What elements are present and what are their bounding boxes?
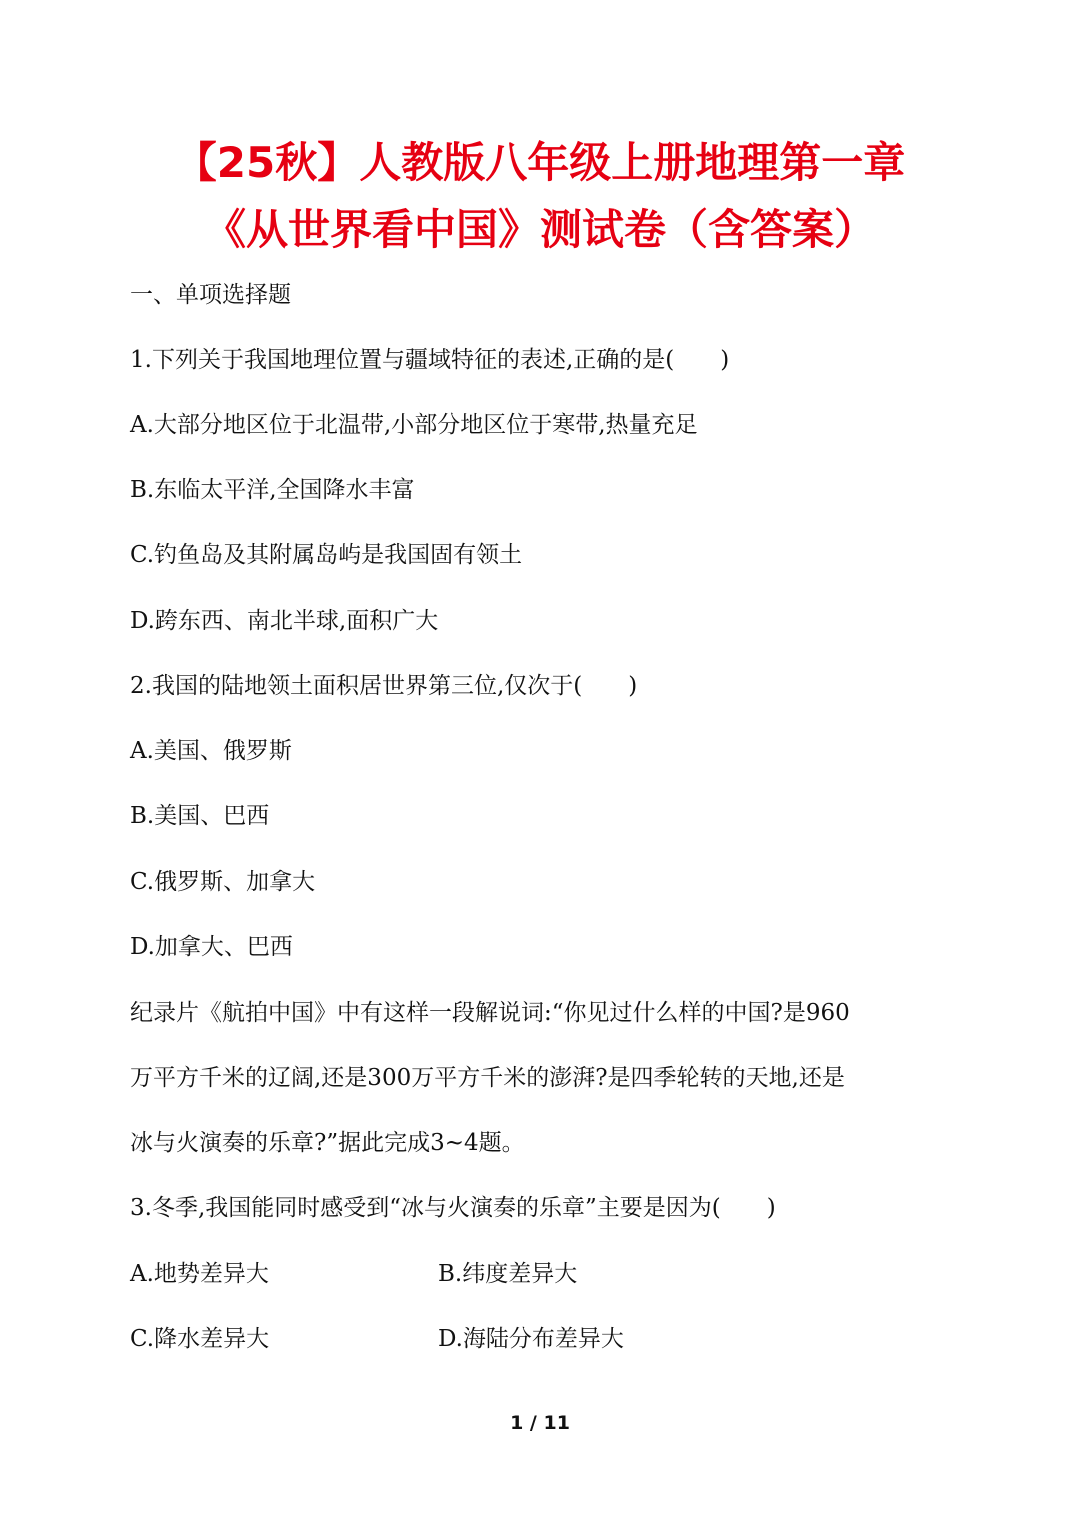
question-3-option-a: A.地势差异大 xyxy=(130,1261,269,1287)
question-2-option-d: D.加拿大、巴西 xyxy=(130,934,293,960)
document-title-line-2: 《从世界看中国》测试卷（含答案） xyxy=(203,205,876,254)
question-1-option-b: B.东临太平洋,全国降水丰富 xyxy=(130,477,415,503)
document-title-line-1: 【25秋】人教版八年级上册地理第一章 xyxy=(174,138,906,187)
question-1-option-d: D.跨东西、南北半球,面积广大 xyxy=(130,608,439,634)
passage-line-3: 冰与火演奏的乐章?”据此完成3~4题。 xyxy=(130,1130,525,1156)
question-3-option-b: B.纬度差异大 xyxy=(438,1261,578,1287)
question-2-option-c: C.俄罗斯、加拿大 xyxy=(130,869,316,895)
question-1-stem: 1.下列关于我国地理位置与疆域特征的表述,正确的是( ) xyxy=(130,347,730,373)
question-3-option-d: D.海陆分布差异大 xyxy=(438,1326,624,1352)
passage-line-2: 万平方千米的辽阔,还是300万平方千米的澎湃?是四季轮转的天地,还是 xyxy=(130,1065,845,1091)
question-1-option-c: C.钓鱼岛及其附属岛屿是我国固有领土 xyxy=(130,542,523,568)
question-2-stem: 2.我国的陆地领土面积居世界第三位,仅次于( ) xyxy=(130,673,638,699)
question-2-option-b: B.美国、巴西 xyxy=(130,803,270,829)
question-1-option-a: A.大部分地区位于北温带,小部分地区位于寒带,热量充足 xyxy=(130,412,698,438)
page-number: 1 / 11 xyxy=(510,1412,570,1434)
section-heading: 一、单项选择题 xyxy=(130,282,291,308)
question-3-stem: 3.冬季,我国能同时感受到“冰与火演奏的乐章”主要是因为( ) xyxy=(130,1195,776,1221)
question-2-option-a: A.美国、俄罗斯 xyxy=(130,738,292,764)
passage-line-1: 纪录片《航拍中国》中有这样一段解说词:“你见过什么样的中国?是960 xyxy=(130,1000,850,1026)
question-3-option-c: C.降水差异大 xyxy=(130,1326,270,1352)
